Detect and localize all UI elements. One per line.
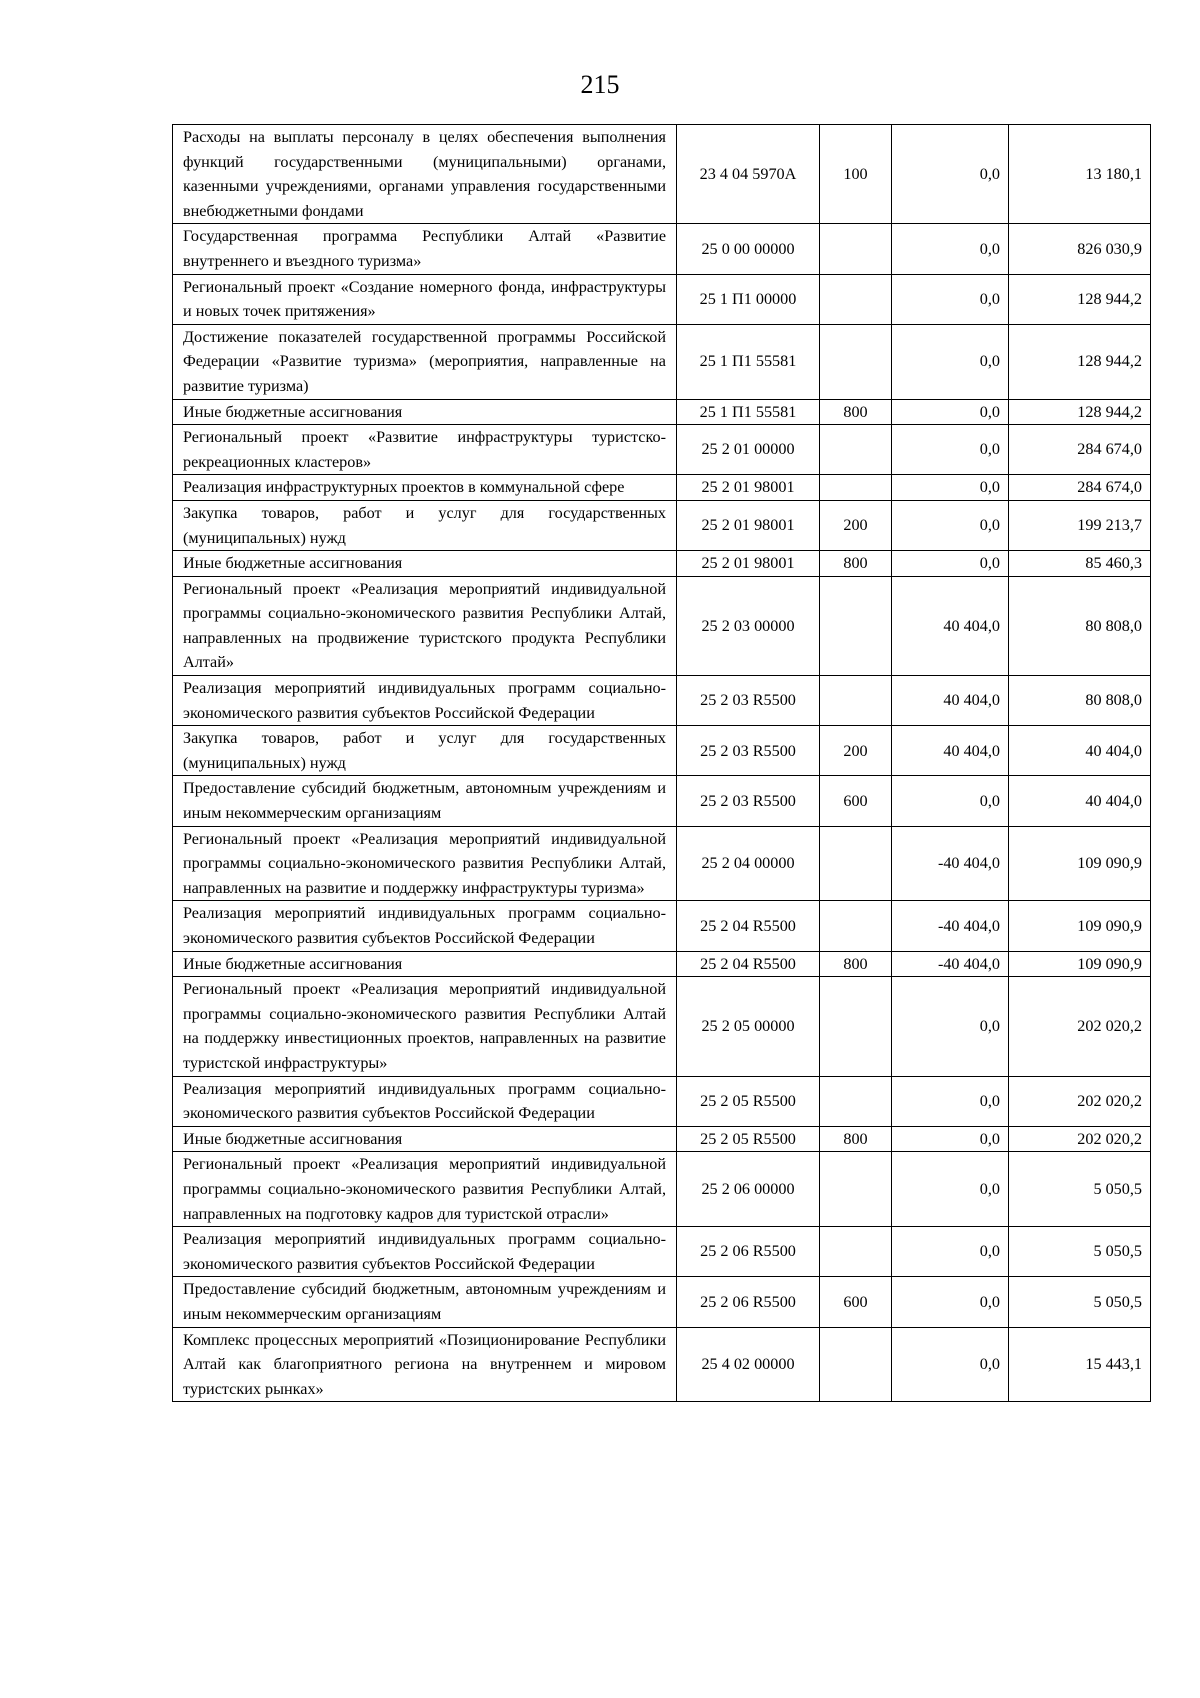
table-row bbox=[173, 324, 1151, 399]
row-total-value-cell: 13 180,1 bbox=[1009, 125, 1151, 224]
row-expense-type-cell bbox=[820, 1327, 892, 1402]
row-expense-type-cell: 600 bbox=[820, 776, 892, 826]
row-total-value-cell: 826 030,9 bbox=[1009, 224, 1151, 274]
row-name-cell: Иные бюджетные ассигнования bbox=[173, 399, 677, 425]
row-change-value-cell: 0,0 bbox=[892, 1227, 1009, 1277]
row-name-cell: Реализация инфраструктурных проектов в коммунальной сфере bbox=[173, 475, 677, 501]
row-code-cell: 25 2 01 98001 bbox=[677, 551, 820, 577]
row-name-cell: Региональный проект «Реализация мероприятий индивидуальной программы социально-экономического развития Республики Алтай, направленных на подготовку кадров для туристской отрасли» bbox=[173, 1152, 677, 1227]
row-code-cell: 25 2 06 R5500 bbox=[677, 1227, 820, 1277]
row-expense-type-cell: 800 bbox=[820, 399, 892, 425]
table-row bbox=[173, 125, 1151, 224]
table-row bbox=[173, 1227, 1151, 1277]
row-expense-type-cell bbox=[820, 1152, 892, 1227]
table-row bbox=[173, 726, 1151, 776]
row-total-value-cell: 40 404,0 bbox=[1009, 726, 1151, 776]
table-row bbox=[173, 1152, 1151, 1227]
row-change-value-cell: 0,0 bbox=[892, 1126, 1009, 1152]
row-code-cell: 25 2 03 R5500 bbox=[677, 676, 820, 726]
row-name-cell: Предоставление субсидий бюджетным, автономным учреждениям и иным некоммерческим организациям bbox=[173, 776, 677, 826]
row-name-cell: Предоставление субсидий бюджетным, автономным учреждениям и иным некоммерческим организациям bbox=[173, 1277, 677, 1327]
row-change-value-cell: 0,0 bbox=[892, 1076, 1009, 1126]
row-code-cell: 25 2 03 00000 bbox=[677, 576, 820, 675]
page-number: 215 bbox=[580, 70, 620, 99]
row-name-cell: Достижение показателей государственной программы Российской Федерации «Развитие туризма» (мероприятия, направленные на развитие туризма) bbox=[173, 324, 677, 399]
row-change-value-cell: 0,0 bbox=[892, 324, 1009, 399]
row-expense-type-cell bbox=[820, 977, 892, 1076]
row-total-value-cell: 40 404,0 bbox=[1009, 776, 1151, 826]
row-expense-type-cell bbox=[820, 324, 892, 399]
row-code-cell: 25 2 03 R5500 bbox=[677, 776, 820, 826]
row-total-value-cell: 199 213,7 bbox=[1009, 500, 1151, 550]
row-change-value-cell: 0,0 bbox=[892, 776, 1009, 826]
row-expense-type-cell bbox=[820, 475, 892, 501]
row-total-value-cell: 284 674,0 bbox=[1009, 475, 1151, 501]
row-total-value-cell: 109 090,9 bbox=[1009, 901, 1151, 951]
row-name-cell: Закупка товаров, работ и услуг для государственных (муниципальных) нужд bbox=[173, 726, 677, 776]
table-row bbox=[173, 676, 1151, 726]
row-code-cell: 25 2 01 00000 bbox=[677, 425, 820, 475]
table-row bbox=[173, 224, 1151, 274]
row-change-value-cell: 0,0 bbox=[892, 425, 1009, 475]
table-row bbox=[173, 1327, 1151, 1402]
row-expense-type-cell bbox=[820, 1227, 892, 1277]
row-code-cell: 25 2 05 R5500 bbox=[677, 1126, 820, 1152]
table-row bbox=[173, 399, 1151, 425]
row-name-cell: Региональный проект «Реализация мероприятий индивидуальной программы социально-экономического развития Республики Алтай на поддержку инвестиционных проектов, направленных на развитие туристской инфраструктуры» bbox=[173, 977, 677, 1076]
row-total-value-cell: 128 944,2 bbox=[1009, 274, 1151, 324]
table-body bbox=[173, 125, 1151, 1402]
row-change-value-cell: -40 404,0 bbox=[892, 951, 1009, 977]
row-name-cell: Региональный проект «Создание номерного фонда, инфраструктуры и новых точек притяжения» bbox=[173, 274, 677, 324]
row-name-cell: Реализация мероприятий индивидуальных программ социально-экономического развития субъектов Российской Федерации bbox=[173, 901, 677, 951]
row-total-value-cell: 128 944,2 bbox=[1009, 399, 1151, 425]
row-change-value-cell: 40 404,0 bbox=[892, 726, 1009, 776]
row-code-cell: 25 0 00 00000 bbox=[677, 224, 820, 274]
table-row bbox=[173, 274, 1151, 324]
row-total-value-cell: 80 808,0 bbox=[1009, 576, 1151, 675]
row-expense-type-cell: 600 bbox=[820, 1277, 892, 1327]
row-expense-type-cell: 800 bbox=[820, 1126, 892, 1152]
row-change-value-cell: 0,0 bbox=[892, 1277, 1009, 1327]
row-name-cell: Реализация мероприятий индивидуальных программ социально-экономического развития субъектов Российской Федерации bbox=[173, 1227, 677, 1277]
row-code-cell: 25 2 04 R5500 bbox=[677, 951, 820, 977]
table-row bbox=[173, 425, 1151, 475]
row-total-value-cell: 80 808,0 bbox=[1009, 676, 1151, 726]
row-code-cell: 25 1 П1 00000 bbox=[677, 274, 820, 324]
row-change-value-cell: 0,0 bbox=[892, 399, 1009, 425]
row-name-cell: Региональный проект «Реализация мероприятий индивидуальной программы социально-экономического развития Республики Алтай, направленных на продвижение туристского продукта Республики Алтай» bbox=[173, 576, 677, 675]
row-name-cell: Комплекс процессных мероприятий «Позиционирование Республики Алтай как благоприятного региона на внутреннем и мировом туристских рынках» bbox=[173, 1327, 677, 1402]
row-code-cell: 25 4 02 00000 bbox=[677, 1327, 820, 1402]
row-code-cell: 25 2 05 R5500 bbox=[677, 1076, 820, 1126]
row-expense-type-cell bbox=[820, 224, 892, 274]
row-total-value-cell: 5 050,5 bbox=[1009, 1227, 1151, 1277]
row-expense-type-cell bbox=[820, 425, 892, 475]
row-code-cell: 25 2 04 00000 bbox=[677, 826, 820, 901]
row-name-cell: Реализация мероприятий индивидуальных программ социально-экономического развития субъектов Российской Федерации bbox=[173, 676, 677, 726]
row-code-cell: 25 2 01 98001 bbox=[677, 475, 820, 501]
table-row bbox=[173, 1126, 1151, 1152]
row-expense-type-cell bbox=[820, 274, 892, 324]
row-expense-type-cell: 200 bbox=[820, 726, 892, 776]
table-row bbox=[173, 1076, 1151, 1126]
table-row bbox=[173, 551, 1151, 577]
row-total-value-cell: 202 020,2 bbox=[1009, 1076, 1151, 1126]
row-expense-type-cell: 800 bbox=[820, 551, 892, 577]
row-change-value-cell: 0,0 bbox=[892, 977, 1009, 1076]
row-total-value-cell: 202 020,2 bbox=[1009, 1126, 1151, 1152]
row-expense-type-cell bbox=[820, 826, 892, 901]
row-expense-type-cell bbox=[820, 1076, 892, 1126]
row-expense-type-cell: 200 bbox=[820, 500, 892, 550]
table-row bbox=[173, 901, 1151, 951]
row-change-value-cell: 40 404,0 bbox=[892, 576, 1009, 675]
row-change-value-cell: 0,0 bbox=[892, 274, 1009, 324]
row-change-value-cell: 0,0 bbox=[892, 224, 1009, 274]
row-change-value-cell: 0,0 bbox=[892, 475, 1009, 501]
row-code-cell: 25 1 П1 55581 bbox=[677, 324, 820, 399]
table-row bbox=[173, 576, 1151, 675]
row-code-cell: 23 4 04 5970А bbox=[677, 125, 820, 224]
row-change-value-cell: 0,0 bbox=[892, 500, 1009, 550]
row-total-value-cell: 5 050,5 bbox=[1009, 1277, 1151, 1327]
row-expense-type-cell bbox=[820, 676, 892, 726]
row-name-cell: Региональный проект «Развитие инфраструктуры туристско-рекреационных кластеров» bbox=[173, 425, 677, 475]
table-row bbox=[173, 826, 1151, 901]
row-code-cell: 25 2 06 R5500 bbox=[677, 1277, 820, 1327]
row-name-cell: Государственная программа Республики Алтай «Развитие внутреннего и въездного туризма» bbox=[173, 224, 677, 274]
row-name-cell: Иные бюджетные ассигнования bbox=[173, 1126, 677, 1152]
row-name-cell: Реализация мероприятий индивидуальных программ социально-экономического развития субъектов Российской Федерации bbox=[173, 1076, 677, 1126]
row-change-value-cell: 40 404,0 bbox=[892, 676, 1009, 726]
row-change-value-cell: 0,0 bbox=[892, 1152, 1009, 1227]
table-row bbox=[173, 1277, 1151, 1327]
row-total-value-cell: 284 674,0 bbox=[1009, 425, 1151, 475]
row-code-cell: 25 2 05 00000 bbox=[677, 977, 820, 1076]
row-code-cell: 25 1 П1 55581 bbox=[677, 399, 820, 425]
table-row bbox=[173, 951, 1151, 977]
table-row bbox=[173, 475, 1151, 501]
row-code-cell: 25 2 04 R5500 bbox=[677, 901, 820, 951]
row-name-cell: Иные бюджетные ассигнования bbox=[173, 951, 677, 977]
row-code-cell: 25 2 06 00000 bbox=[677, 1152, 820, 1227]
row-total-value-cell: 202 020,2 bbox=[1009, 977, 1151, 1076]
row-expense-type-cell: 800 bbox=[820, 951, 892, 977]
row-total-value-cell: 109 090,9 bbox=[1009, 826, 1151, 901]
row-total-value-cell: 85 460,3 bbox=[1009, 551, 1151, 577]
row-change-value-cell: -40 404,0 bbox=[892, 901, 1009, 951]
row-name-cell: Расходы на выплаты персоналу в целях обеспечения выполнения функций государственными (муниципальными) органами, казенными учреждениями, органами управления государственными внебюджетными фондами bbox=[173, 125, 677, 224]
row-change-value-cell: 0,0 bbox=[892, 125, 1009, 224]
table-row bbox=[173, 500, 1151, 550]
row-total-value-cell: 5 050,5 bbox=[1009, 1152, 1151, 1227]
row-expense-type-cell bbox=[820, 576, 892, 675]
table-row bbox=[173, 776, 1151, 826]
row-change-value-cell: 0,0 bbox=[892, 1327, 1009, 1402]
row-name-cell: Иные бюджетные ассигнования bbox=[173, 551, 677, 577]
row-total-value-cell: 15 443,1 bbox=[1009, 1327, 1151, 1402]
row-code-cell: 25 2 01 98001 bbox=[677, 500, 820, 550]
row-expense-type-cell: 100 bbox=[820, 125, 892, 224]
row-name-cell: Закупка товаров, работ и услуг для государственных (муниципальных) нужд bbox=[173, 500, 677, 550]
row-change-value-cell: 0,0 bbox=[892, 551, 1009, 577]
row-name-cell: Региональный проект «Реализация мероприятий индивидуальной программы социально-экономического развития Республики Алтай, направленных на развитие и поддержку инфраструктуры туризма» bbox=[173, 826, 677, 901]
table-row bbox=[173, 977, 1151, 1076]
row-total-value-cell: 109 090,9 bbox=[1009, 951, 1151, 977]
row-total-value-cell: 128 944,2 bbox=[1009, 324, 1151, 399]
row-code-cell: 25 2 03 R5500 bbox=[677, 726, 820, 776]
row-change-value-cell: -40 404,0 bbox=[892, 826, 1009, 901]
budget-table bbox=[172, 124, 1151, 1402]
row-expense-type-cell bbox=[820, 901, 892, 951]
